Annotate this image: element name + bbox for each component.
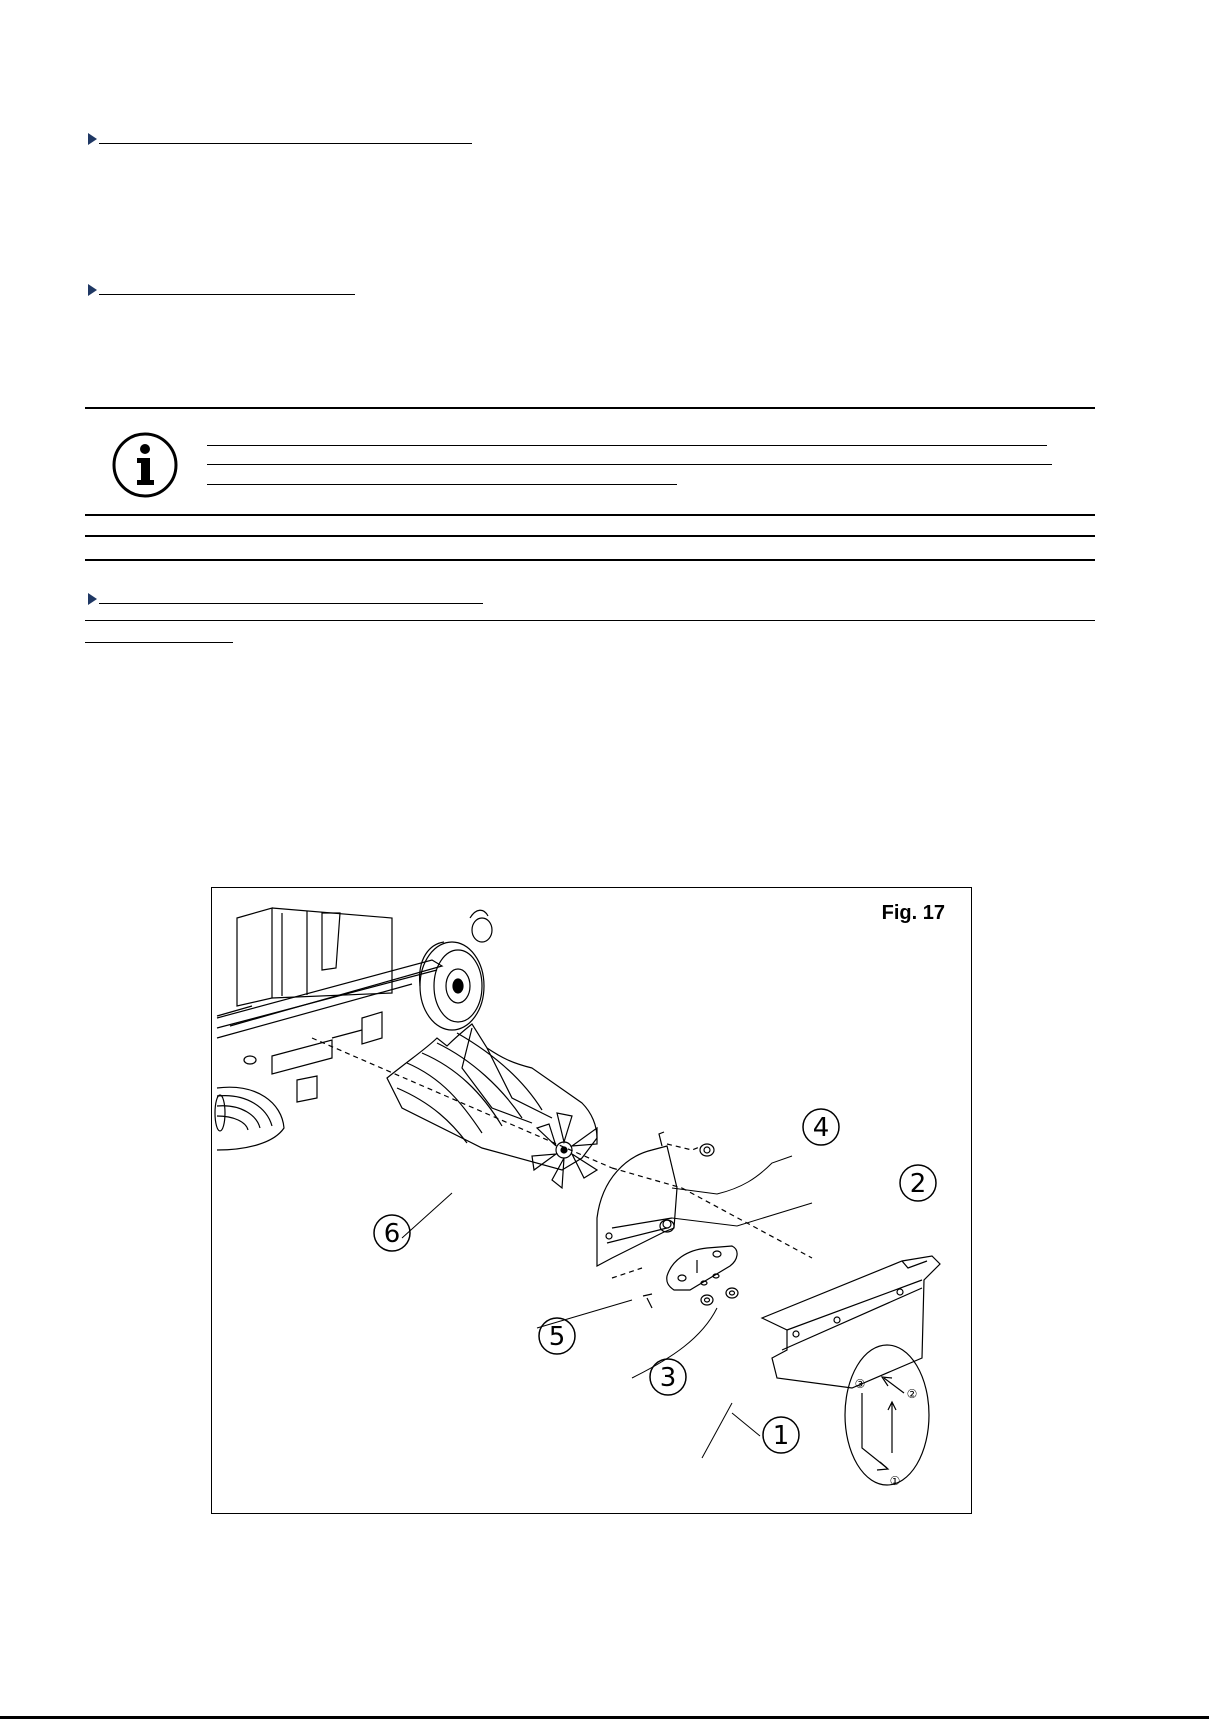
note-text-line-1: [207, 445, 1047, 446]
callout-3: 3: [659, 1363, 677, 1393]
triangle-bullet-icon: [88, 593, 97, 605]
screw-part: [643, 1294, 652, 1308]
section-link-2-text[interactable]: [99, 286, 355, 295]
main-brush-roll: [387, 1024, 597, 1188]
inset-step-2: ②: [906, 1387, 918, 1401]
callout-4: 4: [812, 1113, 830, 1143]
rear-wheel: [420, 910, 492, 1030]
section-link-1[interactable]: [88, 133, 472, 145]
note-text-line-3: [207, 484, 677, 485]
section-link-2[interactable]: [88, 284, 355, 296]
callout-5: 5: [548, 1322, 566, 1352]
skirt-flap: [762, 1256, 940, 1388]
section-link-1-text[interactable]: [99, 135, 472, 144]
side-broom: [215, 1087, 284, 1150]
step-inset: [845, 1345, 929, 1485]
callout-2: 2: [909, 1169, 927, 1199]
callout-6: 6: [383, 1219, 401, 1249]
figure-17: [211, 887, 972, 1514]
exploded-view-drawing: [212, 888, 971, 1513]
divider-rule-1: [85, 535, 1095, 537]
info-icon: [112, 432, 178, 498]
divider-rule-2: [85, 559, 1095, 561]
bracket-plate: [667, 1246, 738, 1305]
section-link-3-text[interactable]: [99, 595, 483, 604]
triangle-bullet-icon: [88, 284, 97, 296]
section-link-3[interactable]: [88, 593, 483, 605]
note-top-rule: [85, 407, 1095, 409]
triangle-bullet-icon: [88, 133, 97, 145]
inset-step-1: ①: [889, 1474, 901, 1488]
body-text-line-2: [85, 642, 233, 643]
note-bottom-rule: [85, 514, 1095, 516]
inset-step-3: ③: [854, 1377, 866, 1391]
machine-chassis: [217, 908, 442, 1102]
body-text-line-1: [85, 620, 1095, 621]
note-text-line-2: [207, 464, 1052, 465]
callout-leaders: [402, 1156, 812, 1458]
callout-1: 1: [772, 1421, 790, 1451]
brush-side-plate: [597, 1132, 677, 1266]
nut-part: [700, 1144, 714, 1156]
figure-label: Fig. 17: [881, 902, 945, 924]
